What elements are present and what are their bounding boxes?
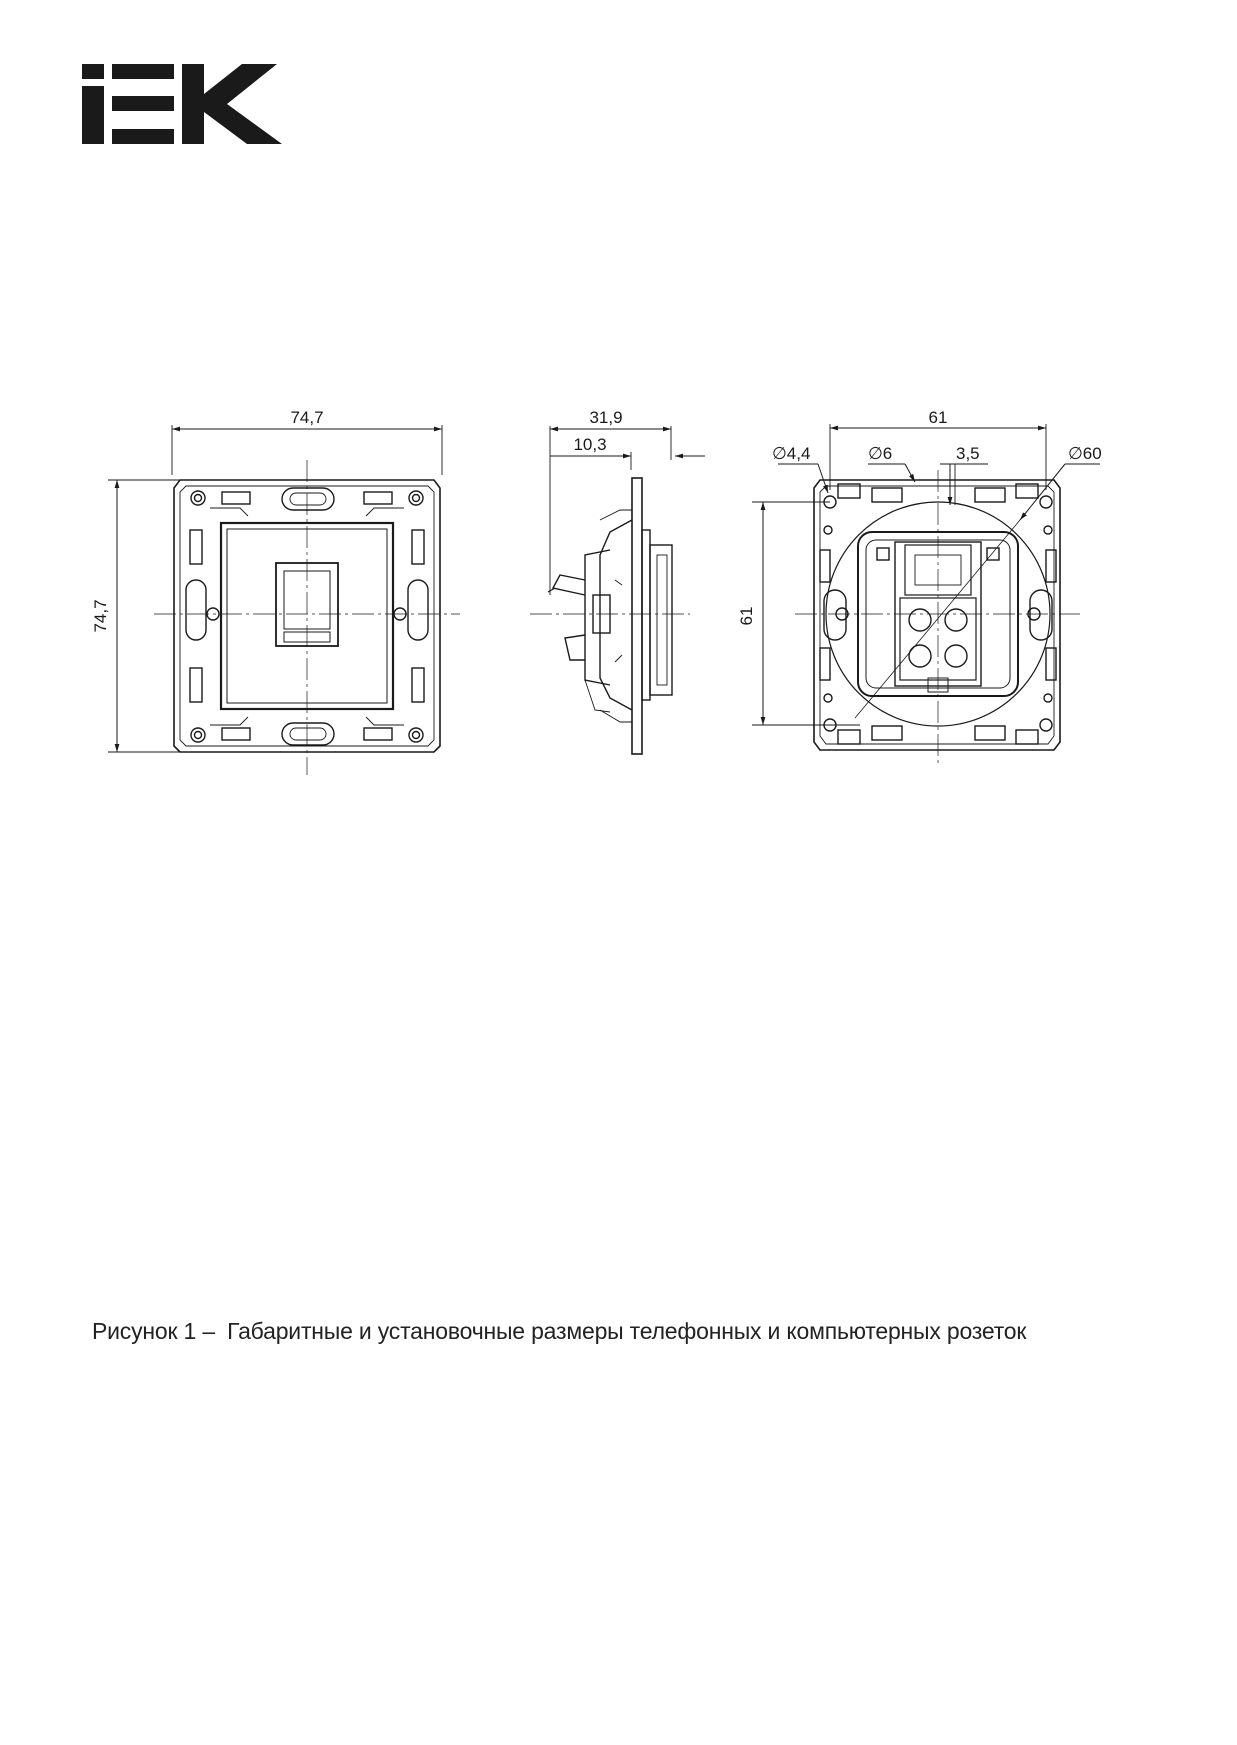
front-height-label: 74,7	[91, 599, 110, 633]
rear-height-label: 61	[737, 606, 756, 626]
circle-label: ∅60	[1068, 444, 1102, 463]
front-width-label: 74,7	[290, 408, 324, 427]
rear-width-label: 61	[928, 408, 948, 427]
side-offset-label: 10,3	[573, 435, 607, 454]
technical-drawing	[0, 380, 1237, 800]
caption-text: Габаритные и установочные размеры телефонных и компьютерных розеток	[227, 1318, 1027, 1344]
front-view	[108, 425, 460, 775]
hole-mid-label: ∅6	[868, 444, 893, 463]
iek-logo	[82, 64, 292, 144]
rear-view	[752, 424, 1100, 765]
hole-small-label: ∅4,4	[772, 444, 811, 463]
caption-prefix: Рисунок 1 –	[92, 1318, 215, 1344]
gap-label: 3,5	[956, 444, 980, 463]
side-view	[530, 426, 705, 754]
figure-caption	[92, 1318, 1032, 1345]
side-depth-label: 31,9	[589, 408, 623, 427]
